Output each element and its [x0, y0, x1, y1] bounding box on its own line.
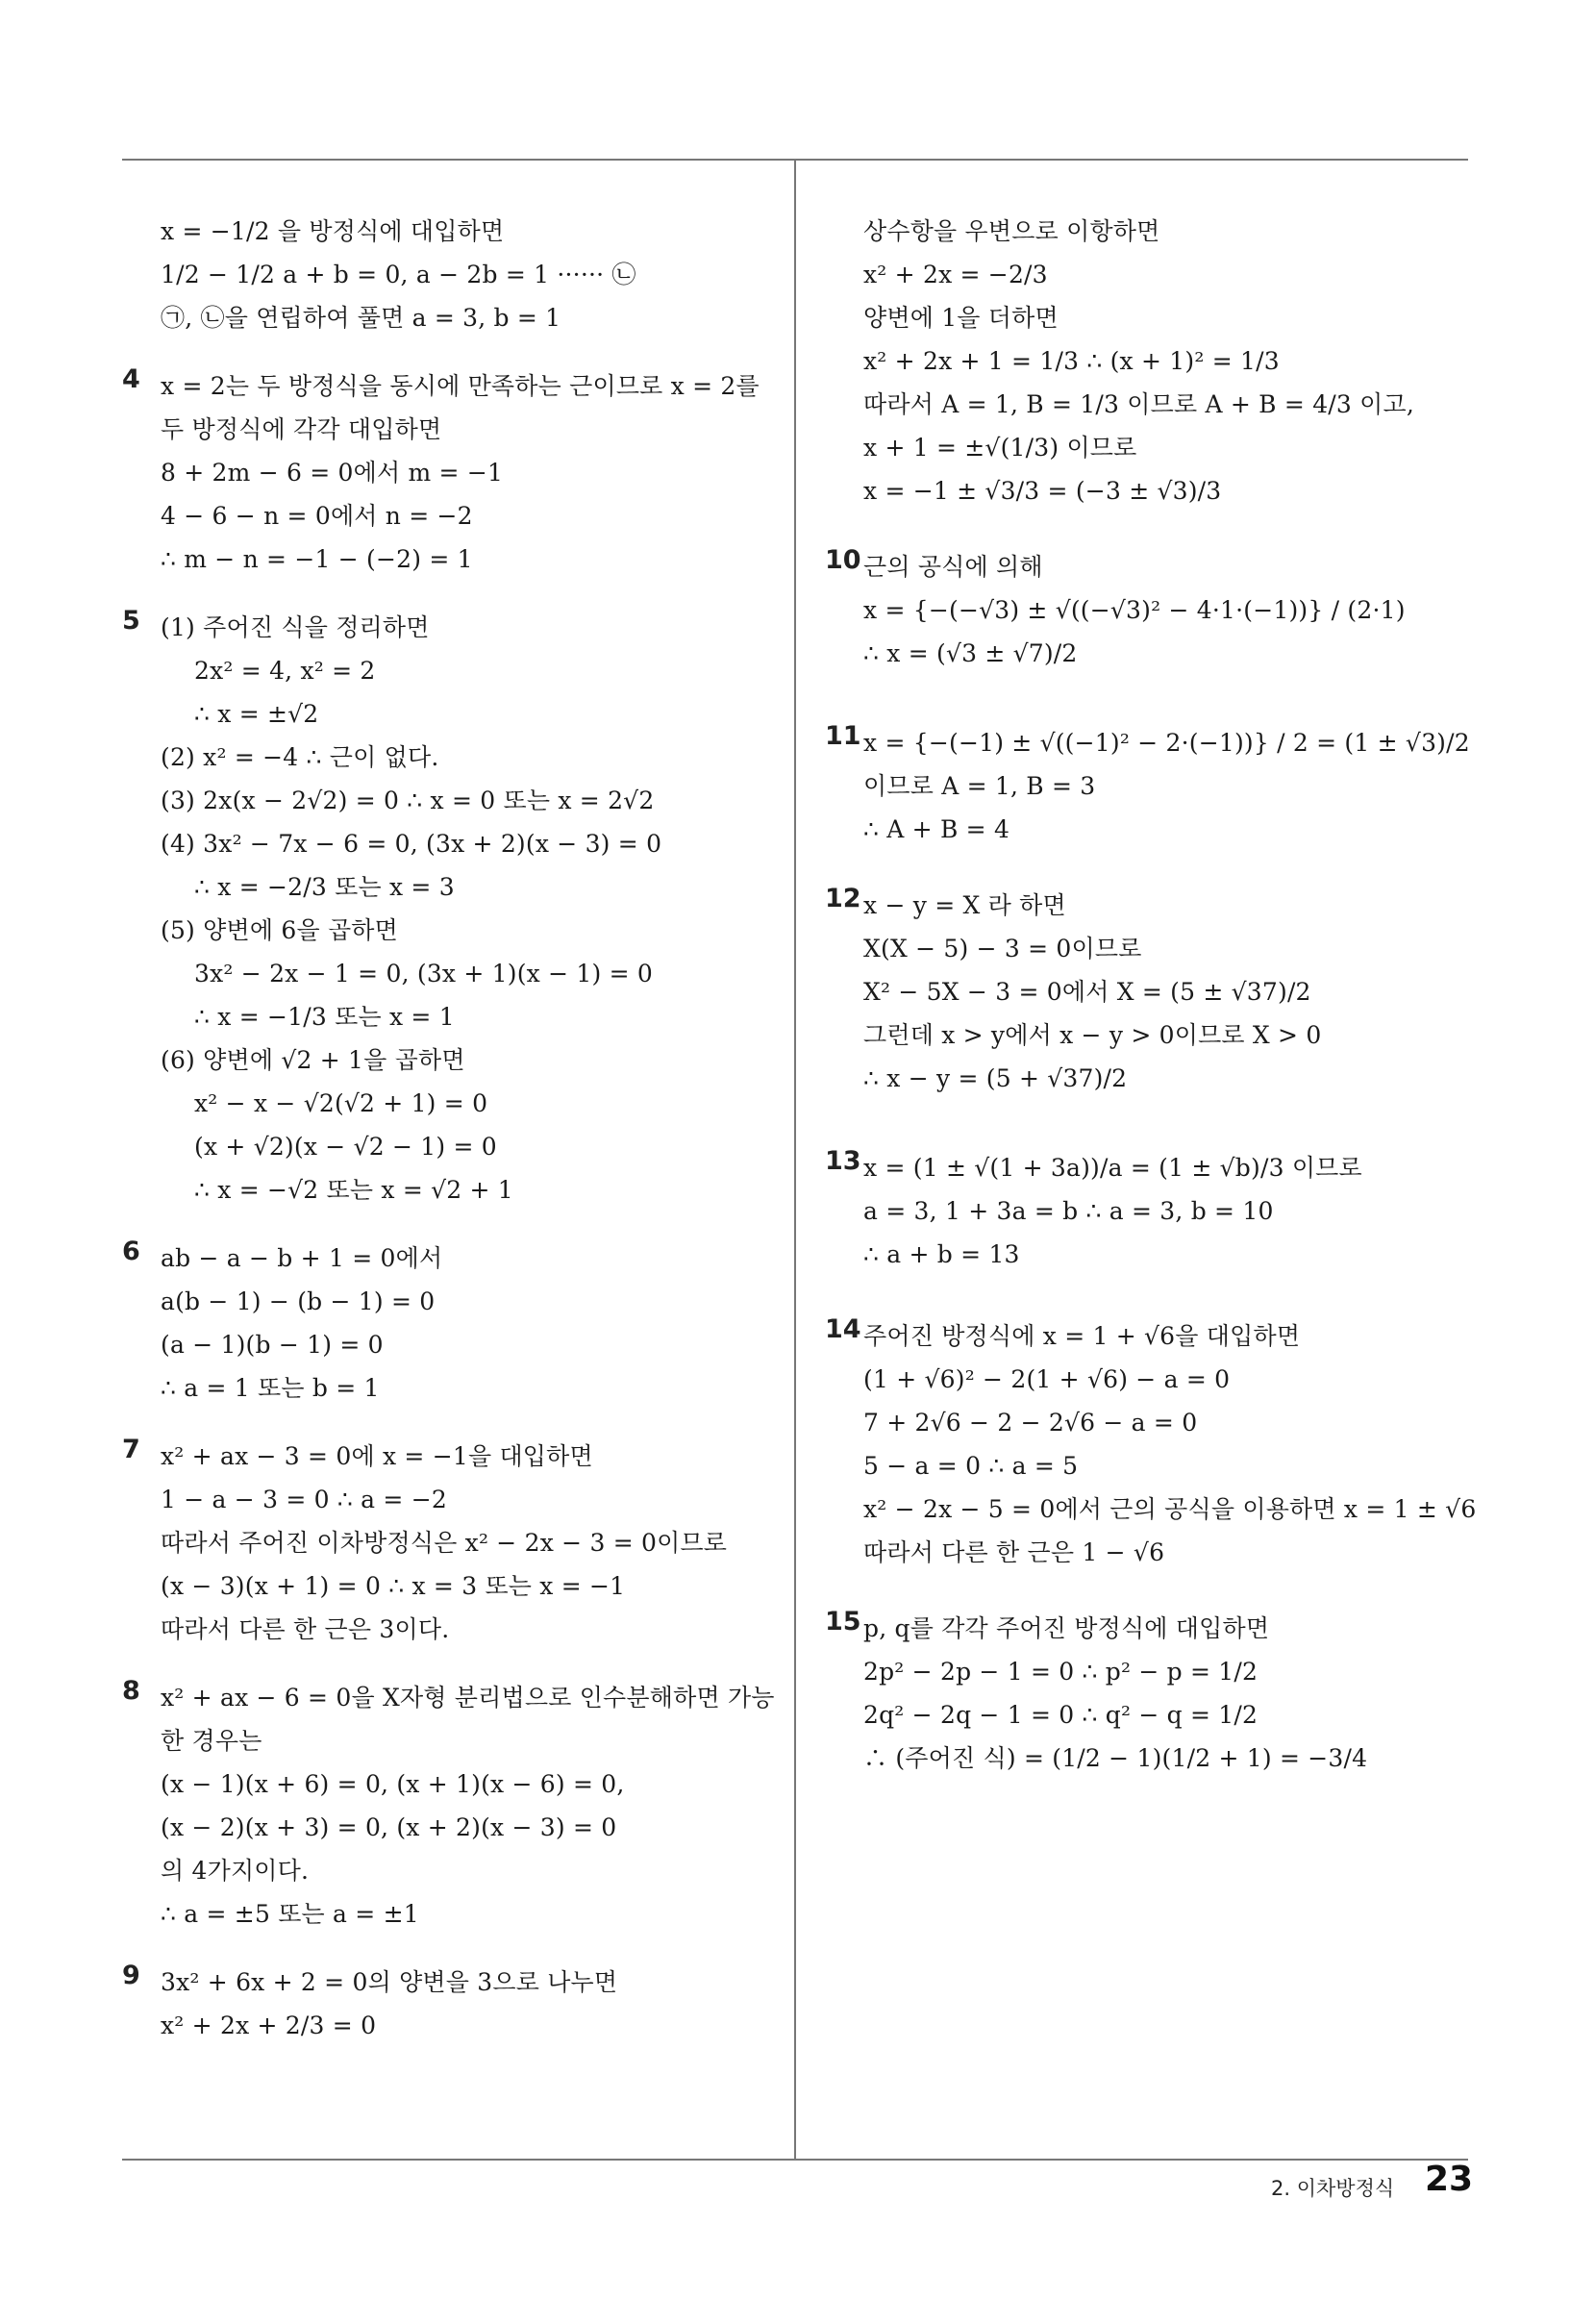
solution-line: ∴ (주어진 식) = (1/2 − 1)(1/2 + 1) = −3/4	[863, 1744, 1368, 1772]
problem-number: 11	[825, 721, 861, 751]
solution-block	[825, 721, 1469, 851]
problem-number: 14	[825, 1314, 861, 1344]
solution-line: ∴ x = −2/3 또는 x = 3	[194, 873, 455, 901]
solution-line: 3x² + 6x + 2 = 0의 양변을 3으로 나누면	[161, 1968, 618, 1996]
solution-line: ∴ a = ±5 또는 a = ±1	[161, 1900, 419, 1928]
solution-line: ∴ m − n = −1 − (−2) = 1	[161, 545, 473, 573]
solution-line: 따라서 다른 한 근은 3이다.	[161, 1615, 450, 1643]
solution-line: (1) 주어진 식을 정리하면	[161, 613, 430, 641]
solution-line: 이므로 A = 1, B = 3	[863, 772, 1096, 800]
solution-line: 5 − a = 0 ∴ a = 5	[863, 1452, 1079, 1480]
right-column	[825, 210, 1477, 1801]
solution-line: (x − 1)(x + 6) = 0, (x + 1)(x − 6) = 0,	[161, 1770, 625, 1798]
solution-line: 양변에 1을 더하면	[863, 304, 1059, 332]
solution-line: 주어진 방정식에 x = 1 + √6을 대입하면	[863, 1322, 1301, 1350]
solution-line: 1/2 − 1/2 a + b = 0, a − 2b = 1 ······ ㉡	[161, 261, 636, 288]
problem-number: 7	[122, 1435, 140, 1464]
solution-line: 3x² − 2x − 1 = 0, (3x + 1)(x − 1) = 0	[194, 960, 654, 987]
problem-number: 9	[122, 1961, 140, 1990]
solution-line: 따라서 A = 1, B = 1/3 이므로 A + B = 4/3 이고,	[863, 390, 1415, 418]
solution-line: 한 경우는	[161, 1727, 262, 1755]
solution-block	[122, 1961, 776, 2047]
problem-number: 8	[122, 1676, 140, 1706]
solution-block	[825, 545, 1469, 675]
solution-line: (5) 양변에 6을 곱하면	[161, 916, 399, 944]
solution-block	[122, 1676, 776, 1936]
solution-line: x² + ax − 3 = 0에 x = −1을 대입하면	[161, 1442, 593, 1470]
solution-block	[122, 1237, 776, 1410]
solution-line: a = 3, 1 + 3a = b ∴ a = 3, b = 10	[863, 1197, 1274, 1225]
bottom-rule	[122, 2159, 1468, 2161]
solution-line: 2q² − 2q − 1 = 0 ∴ q² − q = 1/2	[863, 1701, 1259, 1729]
column-divider	[794, 159, 796, 2159]
solution-line: (3) 2x(x − 2√2) = 0 ∴ x = 0 또는 x = 2√2	[161, 787, 655, 814]
left-column	[122, 210, 776, 2068]
page-number: 23	[1425, 2160, 1474, 2199]
solution-line: x = −1/2 을 방정식에 대입하면	[161, 217, 505, 245]
solution-block	[122, 210, 776, 339]
solution-line: x = 2는 두 방정식을 동시에 만족하는 근이므로 x = 2를	[161, 372, 760, 400]
solution-block	[825, 1607, 1469, 1780]
solution-line: x = −1 ± √3/3 = (−3 ± √3)/3	[863, 477, 1222, 505]
solution-line: x = {−(−√3) ± √((−√3)² − 4·1·(−1))} / (2·1)	[863, 596, 1406, 624]
solution-line: 그런데 x > y에서 x − y > 0이므로 X > 0	[863, 1021, 1322, 1049]
solution-line: x − y = X 라 하면	[863, 891, 1066, 919]
solution-line: (6) 양변에 √2 + 1을 곱하면	[161, 1046, 465, 1074]
solution-line: (x − 3)(x + 1) = 0 ∴ x = 3 또는 x = −1	[161, 1572, 626, 1600]
solution-line: x² + 2x = −2/3	[863, 261, 1048, 288]
solution-block	[122, 364, 776, 581]
solution-line: ∴ x = ±√2	[194, 700, 319, 728]
solution-line: ∴ a + b = 13	[863, 1240, 1020, 1268]
solution-line: 따라서 주어진 이차방정식은 x² − 2x − 3 = 0이므로	[161, 1529, 728, 1557]
problem-number: 10	[825, 545, 861, 575]
solution-line: 1 − a − 3 = 0 ∴ a = −2	[161, 1486, 447, 1513]
solution-line: 8 + 2m − 6 = 0에서 m = −1	[161, 459, 504, 487]
solution-line: ∴ a = 1 또는 b = 1	[161, 1374, 380, 1402]
solution-line: (a − 1)(b − 1) = 0	[161, 1331, 384, 1359]
solution-line: 2p² − 2p − 1 = 0 ∴ p² − p = 1/2	[863, 1658, 1259, 1686]
solution-line: (2) x² = −4 ∴ 근이 없다.	[161, 743, 439, 771]
solution-line: x² + 2x + 2/3 = 0	[161, 2012, 377, 2039]
solution-line: 의 4가지이다.	[161, 1857, 310, 1885]
solution-line: a(b − 1) − (b − 1) = 0	[161, 1287, 436, 1315]
solution-block	[825, 884, 1469, 1100]
problem-number: 5	[122, 606, 140, 636]
solution-line: (1 + √6)² − 2(1 + √6) − a = 0	[863, 1365, 1231, 1393]
solution-line: ∴ x = −√2 또는 x = √2 + 1	[194, 1176, 513, 1204]
solution-line: x² + 2x + 1 = 1/3 ∴ (x + 1)² = 1/3	[863, 347, 1280, 375]
solution-line: 7 + 2√6 − 2 − 2√6 − a = 0	[863, 1409, 1198, 1437]
solution-line: ∴ x − y = (5 + √37)/2	[863, 1064, 1128, 1092]
solution-block	[825, 1146, 1469, 1276]
solution-line: 상수항을 우변으로 이항하면	[863, 217, 1160, 245]
solution-line: 2x² = 4, x² = 2	[194, 657, 376, 685]
solution-line: ㉠, ㉡을 연립하여 풀면 a = 3, b = 1	[161, 304, 561, 332]
solution-line: x = (1 ± √(1 + 3a))/a = (1 ± √b)/3 이므로	[863, 1154, 1362, 1182]
solution-block	[825, 210, 1469, 512]
solution-line: (x + √2)(x − √2 − 1) = 0	[194, 1133, 497, 1161]
solution-block	[122, 606, 776, 1212]
solution-line: 4 − 6 − n = 0에서 n = −2	[161, 502, 473, 530]
solution-line: x² + ax − 6 = 0을 X자형 분리법으로 인수분해하면 가능	[161, 1684, 775, 1712]
solution-block	[825, 1314, 1477, 1574]
chapter-label: 2. 이차방정식	[1271, 2177, 1395, 2200]
solution-line: ∴ x = (√3 ± √7)/2	[863, 639, 1078, 667]
solution-line: x² − 2x − 5 = 0에서 근의 공식을 이용하면 x = 1 ± √6	[863, 1495, 1477, 1523]
problem-number: 6	[122, 1237, 140, 1266]
solution-line: ∴ A + B = 4	[863, 815, 1010, 843]
problem-number: 4	[122, 364, 140, 394]
problem-number: 15	[825, 1607, 861, 1637]
solution-line: x = {−(−1) ± √((−1)² − 2·(−1))} / 2 = (1 ± √3)/2	[863, 729, 1470, 757]
solution-line: x + 1 = ±√(1/3) 이므로	[863, 434, 1137, 462]
solution-line: X² − 5X − 3 = 0에서 X = (5 ± √37)/2	[863, 978, 1311, 1006]
problem-number: 12	[825, 884, 861, 913]
solution-line: 근의 공식에 의해	[863, 553, 1043, 581]
solution-line: ab − a − b + 1 = 0에서	[161, 1244, 443, 1272]
solution-line: ∴ x = −1/3 또는 x = 1	[194, 1003, 455, 1031]
solution-line: (x − 2)(x + 3) = 0, (x + 2)(x − 3) = 0	[161, 1813, 617, 1841]
solution-line: X(X − 5) − 3 = 0이므로	[863, 935, 1142, 962]
problem-number: 13	[825, 1146, 861, 1176]
solution-block	[122, 1435, 776, 1651]
solution-line: 두 방정식에 각각 대입하면	[161, 415, 442, 443]
solution-line: x² − x − √2(√2 + 1) = 0	[194, 1089, 488, 1117]
solution-line: 따라서 다른 한 근은 1 − √6	[863, 1538, 1165, 1566]
solution-line: (4) 3x² − 7x − 6 = 0, (3x + 2)(x − 3) = 0	[161, 830, 662, 858]
solution-line: p, q를 각각 주어진 방정식에 대입하면	[863, 1614, 1270, 1642]
